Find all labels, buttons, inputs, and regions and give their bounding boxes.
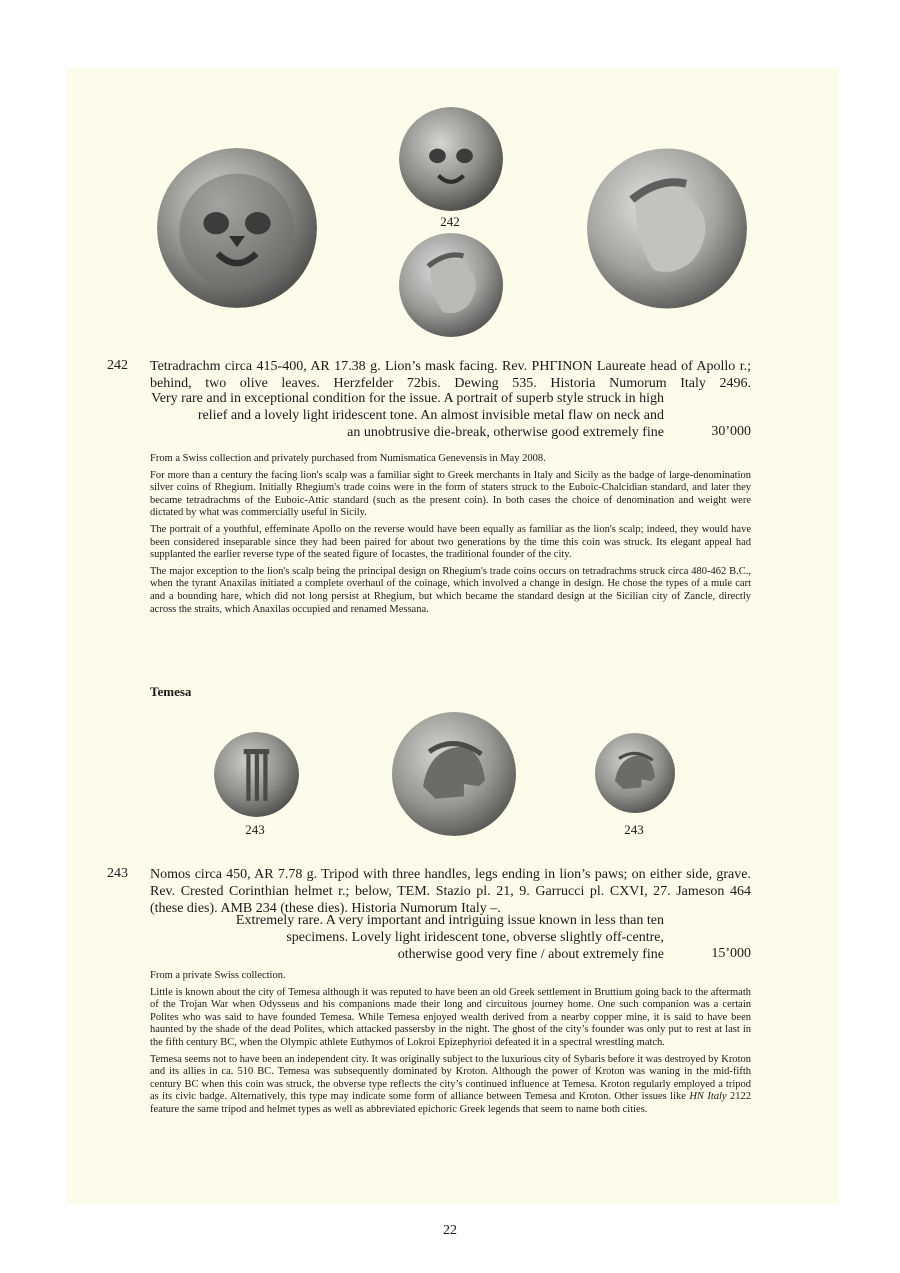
lot-price: 15’000 — [711, 946, 751, 961]
provenance: From a Swiss collection and privately purchased from Numismatica Genevensis in May 2008. — [150, 453, 546, 464]
condition-line: an unobtrusive die-break, otherwise good extremely fine — [347, 425, 664, 440]
lot-number: 243 — [107, 866, 128, 881]
coin-243-obverse-image — [214, 732, 299, 817]
coin-243-label: 243 — [245, 822, 265, 837]
note-text: Temesa seems not to have been an independent city. It was originally subject to the luxurious city of Sybaris before it was destroyed by Kroton and its allies in ca. 510 BC. Temesa was subsequently dominated by Kroton. Although the power of Kroton was waning in the mid-fifth century BC when this coin was struck, the obverse type reflects the city’s continued influence at Temesa. Kroton regularly employed a tripod as its civic badge. Alternatively, this type may indicate some form of alliance between Temesa and Kroton. Other issues like — [150, 1053, 751, 1103]
condition-line: relief and a lovely light iridescent tone. An almost invisible metal flaw on neck and — [197, 408, 664, 423]
page-number: 22 — [443, 1223, 457, 1238]
note-paragraph: The major exception to the lion's scalp being the principal design on Rhegium's trade coins occurs on tetradrachms struck circa 480-462 B.C., when the tyrant Anaxilas initiated a complete overhaul of the coinage, which involved a change in design. He chose the types of a mule cart and a bounding hare, which did not long persist at Rhegium, but which became the standard design at the Sicilian city of Zancle, directly across the straits, which Anaxilas occupied and renamed Messana. — [150, 565, 751, 615]
lot-description: Tetradrachm circa 415-400, AR 17.38 g. Lion’s mask facing. Rev. ΡΗΓΙΝΟΝ Laureate head of Apollo r.; behind, two olive leaves. Herzfelder 72bis. Dewing 535. Historia Numorum Italy 2496. — [150, 359, 751, 391]
note-paragraph: The portrait of a youthful, effeminate Apollo on the reverse would have been equally as familiar as the lion's scalp; indeed, they would have been considered inseparable since they had been paired for about two generations by the time this coin was struck. Its elegant appeal had supplanted the earlier reverse type of the seated figure of Iocastes, the traditional founder of the city. — [150, 523, 751, 561]
coin-242-obverse-large-image — [157, 148, 317, 308]
condition-line: specimens. Lovely light iridescent tone, obverse slightly off-centre, — [286, 930, 664, 945]
lot-notes — [150, 453, 751, 620]
lot-notes — [150, 970, 751, 1121]
coin-243-reverse-large-image — [382, 712, 526, 836]
coin-243-label: 243 — [624, 822, 644, 837]
lot-price: 30’000 — [711, 424, 751, 439]
condition-line: otherwise good very fine / about extremely fine — [397, 947, 664, 962]
lot-number: 242 — [107, 358, 128, 373]
coin-242-obverse-small-image — [399, 107, 503, 211]
note-paragraph: Little is known about the city of Temesa although it was reputed to have been an old Greek settlement in Bruttium going back to the aftermath of the Trojan War when Odysseus and his companions made their long and circuitous journey home. One such companion was a certain Polites who was said to have founded Temesa. While Temesa enjoyed wealth derived from a nearby copper mine, it is said to have been haunted by the shade of the dead Polites, which attacked passersby in the night. The ghost of the city’s founder was only put to rest at last in the fifth century BC, when the Olympic athlete Euthymos of Lokroi Epizephyrioi defeated it in a spectral wrestling match. — [150, 986, 751, 1048]
provenance: From a private Swiss collection. — [150, 970, 286, 981]
coin-243-reverse-small-image — [592, 733, 678, 813]
section-heading: Temesa — [150, 684, 192, 699]
condition-line: Very rare and in exceptional condition for the issue. A portrait of superb style struck in high — [151, 391, 664, 406]
coin-242-label: 242 — [440, 214, 460, 229]
condition-line: Extremely rare. A very important and intriguing issue known in less than ten — [235, 913, 664, 928]
note-text: 2122 feature the same tripod and helmet types as well as abbreviated epichoric Greek legends that seem to name both cities. — [150, 1091, 752, 1115]
lot-description: Nomos circa 450, AR 7.78 g. Tripod with three handles, legs ending in lion’s paws; on either side, grave. Rev. Crested Corinthian helmet r.; below, TEM. Stazio pl. 21, 9. Garrucci pl. CXVI, 27. Jameson 464 (these dies). AMB 234 (these dies). Historia Numorum Italy –. — [150, 867, 751, 916]
coin-242-reverse-large-image — [587, 146, 747, 311]
note-paragraph: For more than a century the facing lion's scalp was a familiar sight to Greek merchants in Italy and Sicily as the badge of large-denomination silver coins of Rhegium. Initially Rhegium's trade coins were in the form of staters struck to the Euboic-Chalcidian standard, and later they became tetradrachms of the Euboic-Attic standard (such as the present coin). In both cases the choice of denomination and weight were dictated by what was commercially useful in Sicily. — [150, 469, 751, 519]
coin-242-reverse-small-image — [398, 233, 504, 337]
note-paragraph — [150, 1054, 751, 1117]
reference-italic: HN Italy — [689, 1091, 727, 1103]
